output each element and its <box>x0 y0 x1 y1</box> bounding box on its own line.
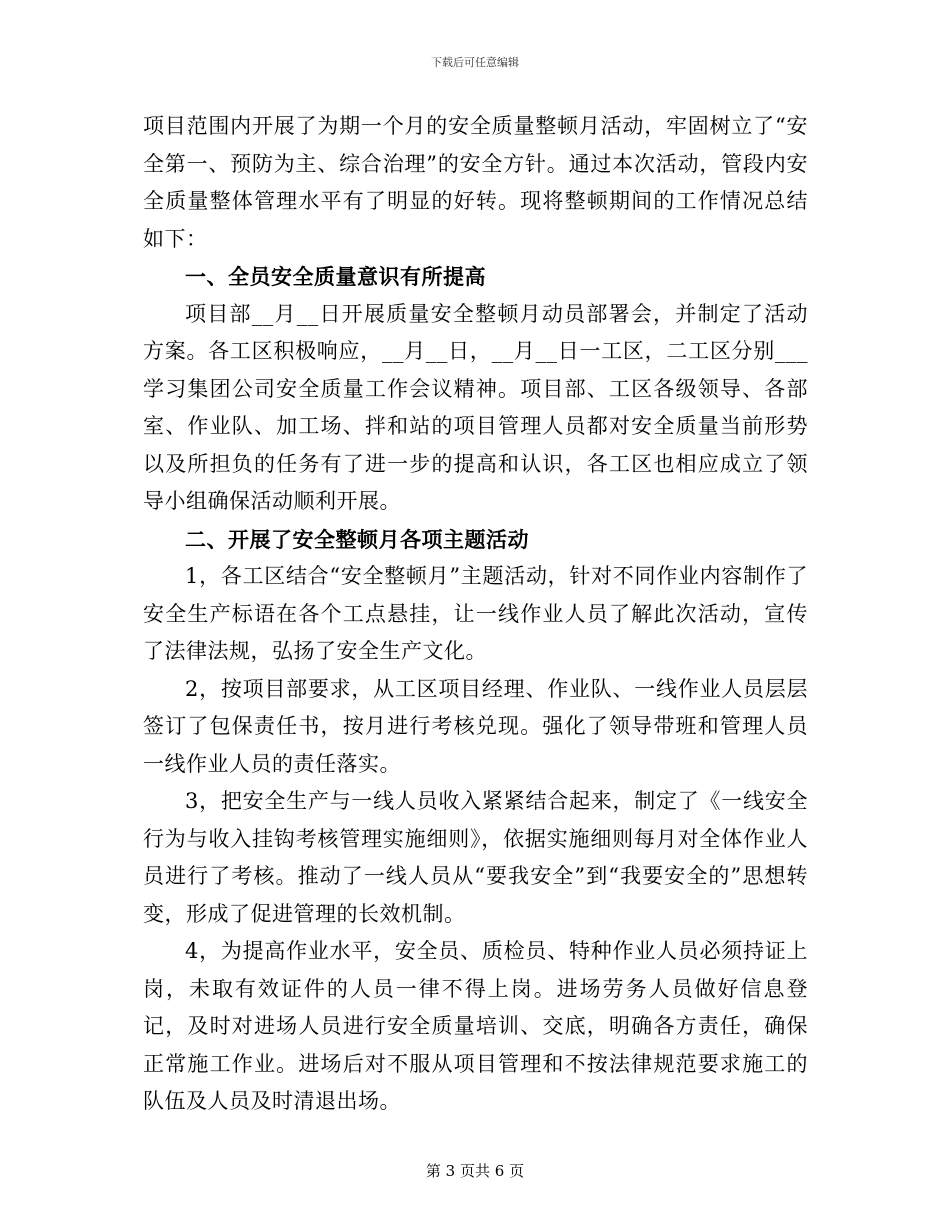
section-heading-1: 一、全员安全质量意识有所提高 <box>185 264 486 289</box>
document-body <box>143 108 808 1121</box>
page-number-footer: 第 3 页共 6 页 <box>425 1162 525 1180</box>
page-header: 下载后可任意编辑 <box>431 56 519 69</box>
section-heading-2: 二、开展了安全整顿月各项主题活动 <box>185 526 529 552</box>
intro-paragraph: 项目范围内开展了为期一个月的安全质量整顿月活动，牢固树立了“安全第一、预防为主、综合治理”的安全方针。通过本次活动，管段内安全质量整体管理水平有了明显的好转。现将整顿期间的工作情况总结如下： <box>143 114 808 251</box>
activity-item-2: 2，按项目部要求，从工区项目经理、作业队、一线作业人员层层签订了包保责任书，按月进行考核兑现。强化了领导带班和管理人员一线作业人员的责任落实。 <box>143 676 808 776</box>
activity-item-3: 3，把安全生产与一线人员收入紧紧结合起来，制定了《一线安全行为与收入挂钩考核管理实施细则》，依据实施细则每月对全体作业人员进行了考核。推动了一线人员从“要我安全”到“我要安全的”思想转变，形成了促进管理的长效机制。 <box>143 789 808 926</box>
section-1-paragraph: 项目部__月__日开展质量安全整顿月动员部署会，并制定了活动方案。各工区积极响应，__月__日，__月__日一工区，二工区分别___学习集团公司安全质量工作会议精神。项目部、工区各级领导、各部室、作业队、加工场、拌和站的项目管理人员都对安全质量当前形势以及所担负的任务有了进一步的提高和认识，各工区也相应成立了领导小组确保活动顺利开展。 <box>143 301 808 513</box>
activity-item-1: 1，各工区结合“安全整顿月”主题活动，针对不同作业内容制作了安全生产标语在各个工点悬挂，让一线作业人员了解此次活动，宣传了法律法规，弘扬了安全生产文化。 <box>143 564 808 663</box>
activity-item-4: 4，为提高作业水平，安全员、质检员、特种作业人员必须持证上岗，未取有效证件的人员一律不得上岗。进场劳务人员做好信息登记，及时对进场人员进行安全质量培训、交底，明确各方责任，确保正常施工作业。进场后对不服从项目管理和不按法律规范要求施工的队伍及人员及时清退出场。 <box>143 939 808 1113</box>
